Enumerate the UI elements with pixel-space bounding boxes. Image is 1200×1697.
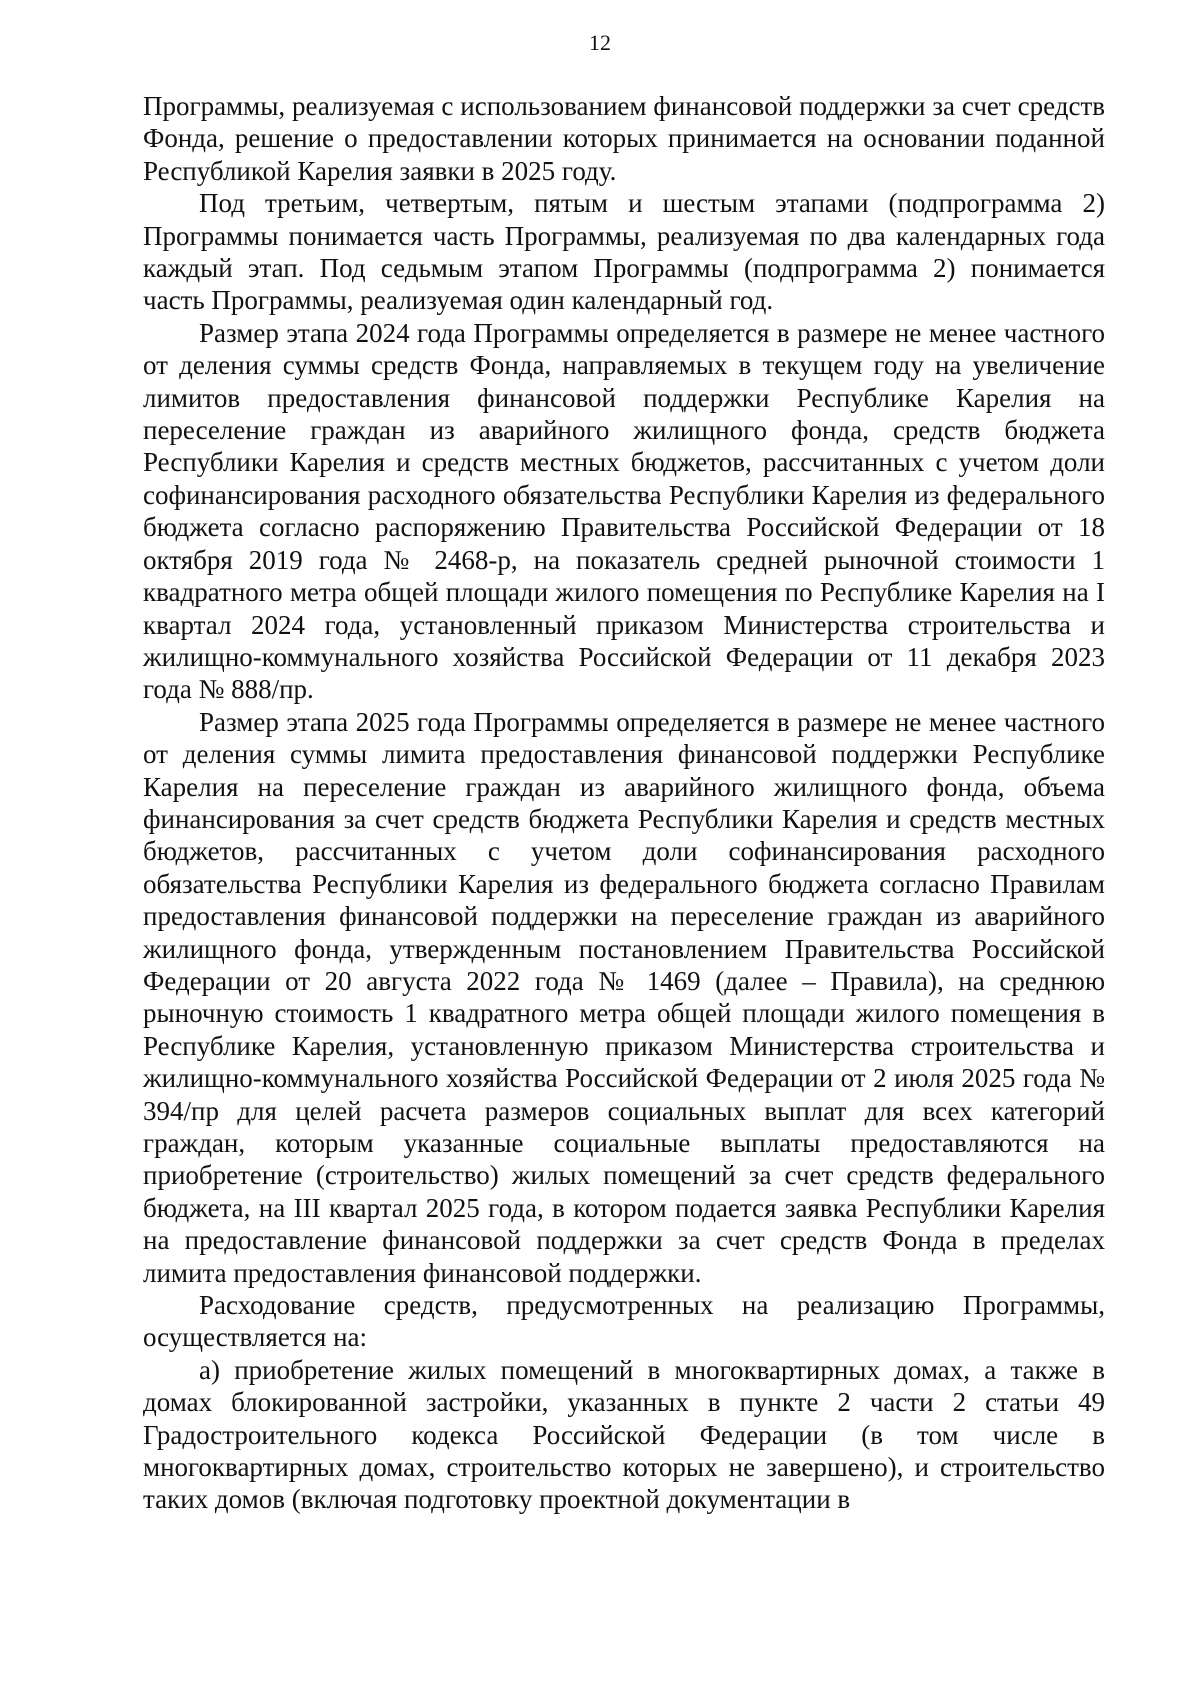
paragraph-continuation: Программы, реализуемая с использованием финансовой поддержки за счет средств Фонда, решение о предоставлении которых принимается на основании поданной Республикой Карелия заявки в 2025 году. (143, 91, 1105, 186)
page-number: 12 (589, 30, 611, 55)
document-body (143, 90, 1105, 1516)
paragraph-stages-definition: Под третьим, четвертым, пятым и шестым этапами (подпрограмма 2) Программы понимается часть Программы, реализуемая по два календарных года каждый этап. Под седьмым этапом Программы (подпрограмма 2) понимается часть Программы, реализуемая один календарный год. (143, 188, 1105, 316)
paragraph-stage-2025-size: Размер этапа 2025 года Программы определяется в размере не менее частного от деления суммы лимита предоставления финансовой поддержки Республике Карелия на переселение граждан из аварийного жилищного фонда, объема финансирования за счет средств бюджета Республики Карелия и средств местных бюджетов, рассчитанных с учетом доли софинансирования расходного обязательства Республики Карелия из федерального бюджета согласно Правилам предоставления финансовой поддержки на переселение граждан из аварийного жилищного фонда, утвержденным постановлением Правительства Российской Федерации от 20 августа 2022 года № 1469 (далее – Правила), на среднюю рыночную стоимость 1 квадратного метра общей площади жилого помещения в Республике Карелия, установленную приказом Министерства строительства и жилищно-коммунального хозяйства Российской Федерации от 2 июля 2025 года № 394/пр для целей расчета размеров социальных выплат для всех категорий граждан, которым указанные социальные выплаты предоставляются на приобретение (строительство) жилых помещений за счет средств федерального бюджета, на III квартал 2025 года, в котором подается заявка Республики Карелия на предоставление финансовой поддержки за счет средств Фонда в пределах лимита предоставления финансовой поддержки. (143, 706, 1105, 1288)
paragraph-item-a: а) приобретение жилых помещений в многоквартирных домах, а также в домах блокированной застройки, указанных в пункте 2 части 2 статьи 49 Градостроительного кодекса Российской Федерации (в том числе в многоквартирных домах, строительство которых не завершено), и строительство таких домов (включая подготовку проектной документации в (143, 1354, 1105, 1515)
paragraph-spending-intro: Расходование средств, предусмотренных на реализацию Программы, осуществляется на: (143, 1290, 1105, 1353)
paragraph-stage-2024-size: Размер этапа 2024 года Программы определяется в размере не менее частного от деления суммы средств Фонда, направляемых в текущем году на увеличение лимитов предоставления финансовой поддержки Республике Карелия на переселение граждан из аварийного жилищного фонда, средств бюджета Республики Карелия и средств местных бюджетов, рассчитанных с учетом доли софинансирования расходного обязательства Республики Карелия из федерального бюджета согласно распоряжению Правительства Российской Федерации от 18 октября 2019 года № 2468-р, на показатель средней рыночной стоимости 1 квадратного метра общей площади жилого помещения по Республике Карелия на I квартал 2024 года, установленный приказом Министерства строительства и жилищно-коммунального хозяйства Российской Федерации от 11 декабря 2023 года № 888/пр. (143, 317, 1105, 705)
